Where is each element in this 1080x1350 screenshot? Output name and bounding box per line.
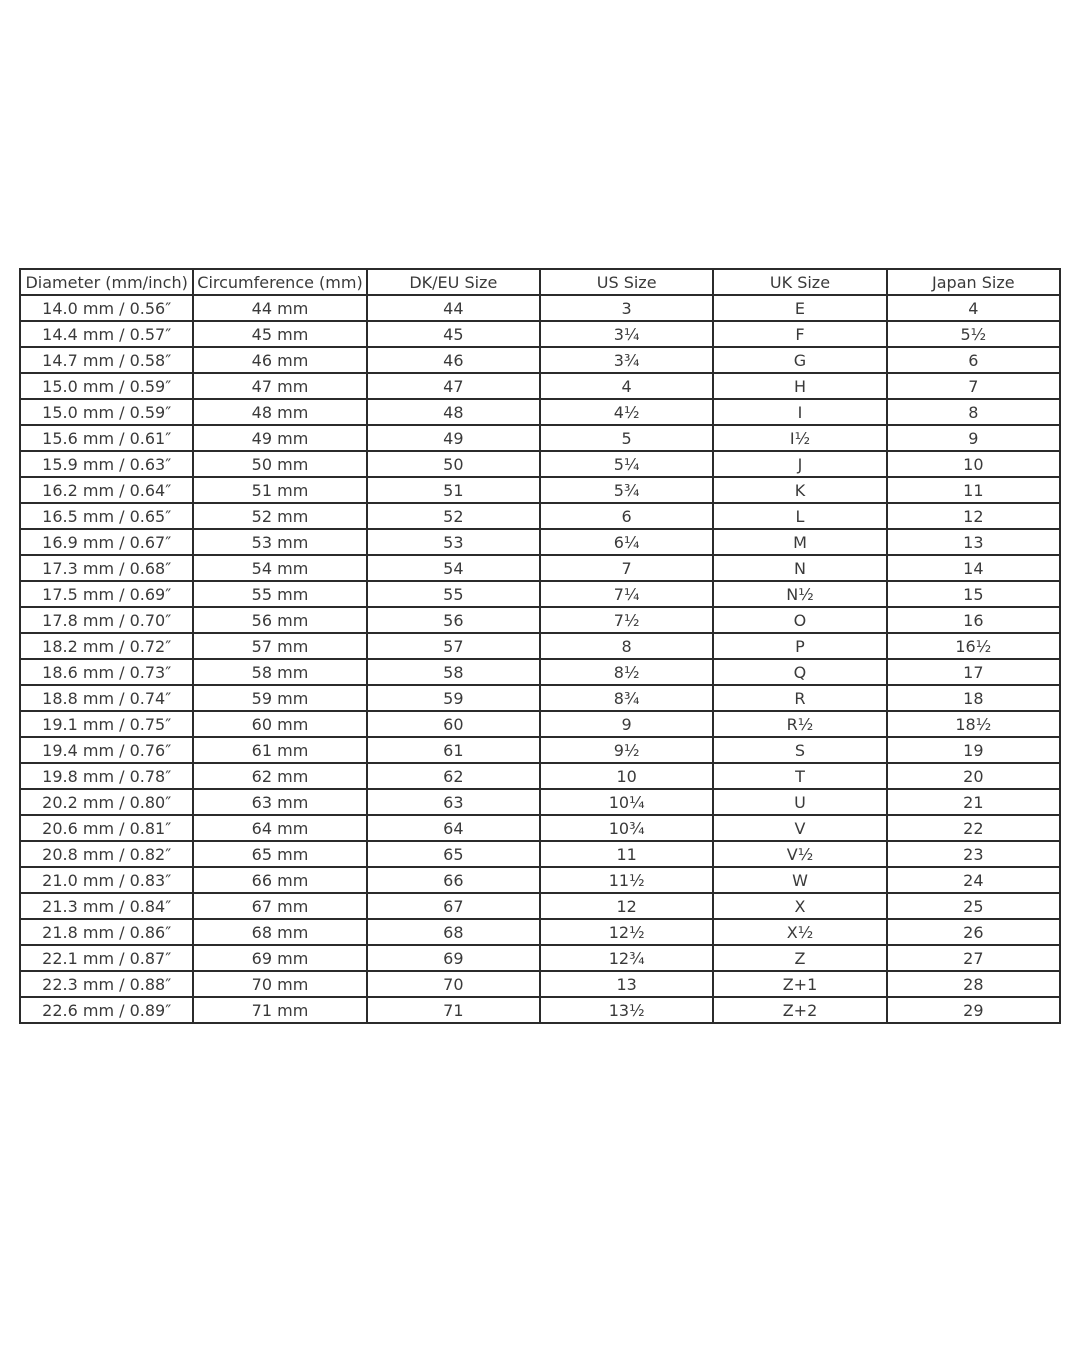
cell-us-size: 5¼ (540, 451, 713, 477)
table-row (20, 867, 1060, 893)
cell-us-size: 10 (540, 763, 713, 789)
cell-uk-size: I (713, 399, 886, 425)
header-diameter: Diameter (mm/inch) (20, 269, 193, 295)
cell-dk-eu-size: 67 (367, 893, 540, 919)
cell-diameter: 15.0 mm / 0.59″ (20, 373, 193, 399)
table-row (20, 919, 1060, 945)
cell-dk-eu-size: 63 (367, 789, 540, 815)
cell-diameter: 22.3 mm / 0.88″ (20, 971, 193, 997)
cell-dk-eu-size: 49 (367, 425, 540, 451)
cell-circumference: 44 mm (193, 295, 366, 321)
cell-circumference: 64 mm (193, 815, 366, 841)
table-row (20, 399, 1060, 425)
cell-japan-size: 26 (887, 919, 1060, 945)
cell-dk-eu-size: 64 (367, 815, 540, 841)
cell-dk-eu-size: 56 (367, 607, 540, 633)
cell-circumference: 52 mm (193, 503, 366, 529)
cell-circumference: 60 mm (193, 711, 366, 737)
cell-circumference: 47 mm (193, 373, 366, 399)
cell-uk-size: W (713, 867, 886, 893)
cell-dk-eu-size: 44 (367, 295, 540, 321)
cell-japan-size: 21 (887, 789, 1060, 815)
cell-dk-eu-size: 47 (367, 373, 540, 399)
table-row (20, 997, 1060, 1023)
cell-dk-eu-size: 46 (367, 347, 540, 373)
cell-uk-size: M (713, 529, 886, 555)
table-row (20, 503, 1060, 529)
cell-us-size: 7½ (540, 607, 713, 633)
cell-circumference: 58 mm (193, 659, 366, 685)
cell-uk-size: E (713, 295, 886, 321)
cell-circumference: 71 mm (193, 997, 366, 1023)
header-dk-eu-size: DK/EU Size (367, 269, 540, 295)
cell-japan-size: 5½ (887, 321, 1060, 347)
cell-us-size: 13 (540, 971, 713, 997)
cell-dk-eu-size: 69 (367, 945, 540, 971)
header-uk-size: UK Size (713, 269, 886, 295)
table-row (20, 763, 1060, 789)
cell-us-size: 8 (540, 633, 713, 659)
cell-japan-size: 9 (887, 425, 1060, 451)
cell-us-size: 4½ (540, 399, 713, 425)
table-row (20, 685, 1060, 711)
cell-uk-size: U (713, 789, 886, 815)
table-row (20, 711, 1060, 737)
cell-circumference: 57 mm (193, 633, 366, 659)
cell-dk-eu-size: 60 (367, 711, 540, 737)
cell-circumference: 70 mm (193, 971, 366, 997)
header-us-size: US Size (540, 269, 713, 295)
cell-uk-size: X (713, 893, 886, 919)
cell-diameter: 15.9 mm / 0.63″ (20, 451, 193, 477)
cell-japan-size: 12 (887, 503, 1060, 529)
cell-uk-size: V (713, 815, 886, 841)
cell-diameter: 14.7 mm / 0.58″ (20, 347, 193, 373)
cell-circumference: 54 mm (193, 555, 366, 581)
cell-uk-size: K (713, 477, 886, 503)
cell-japan-size: 25 (887, 893, 1060, 919)
cell-us-size: 8¾ (540, 685, 713, 711)
cell-dk-eu-size: 53 (367, 529, 540, 555)
cell-japan-size: 8 (887, 399, 1060, 425)
cell-diameter: 17.8 mm / 0.70″ (20, 607, 193, 633)
cell-dk-eu-size: 57 (367, 633, 540, 659)
cell-us-size: 9 (540, 711, 713, 737)
cell-us-size: 3¾ (540, 347, 713, 373)
cell-dk-eu-size: 58 (367, 659, 540, 685)
cell-us-size: 10¾ (540, 815, 713, 841)
cell-us-size: 3 (540, 295, 713, 321)
cell-circumference: 61 mm (193, 737, 366, 763)
cell-diameter: 16.2 mm / 0.64″ (20, 477, 193, 503)
cell-uk-size: F (713, 321, 886, 347)
cell-dk-eu-size: 59 (367, 685, 540, 711)
cell-uk-size: I½ (713, 425, 886, 451)
table-row (20, 607, 1060, 633)
cell-uk-size: P (713, 633, 886, 659)
cell-uk-size: Z (713, 945, 886, 971)
cell-circumference: 49 mm (193, 425, 366, 451)
cell-japan-size: 4 (887, 295, 1060, 321)
cell-japan-size: 23 (887, 841, 1060, 867)
cell-diameter: 22.6 mm / 0.89″ (20, 997, 193, 1023)
cell-us-size: 7 (540, 555, 713, 581)
cell-circumference: 56 mm (193, 607, 366, 633)
cell-us-size: 5 (540, 425, 713, 451)
cell-circumference: 67 mm (193, 893, 366, 919)
table-row (20, 295, 1060, 321)
cell-dk-eu-size: 45 (367, 321, 540, 347)
cell-japan-size: 28 (887, 971, 1060, 997)
table-row (20, 789, 1060, 815)
cell-uk-size: O (713, 607, 886, 633)
header-japan-size: Japan Size (887, 269, 1060, 295)
cell-uk-size: N½ (713, 581, 886, 607)
cell-us-size: 12 (540, 893, 713, 919)
table-row (20, 971, 1060, 997)
table-header (20, 269, 1060, 295)
cell-circumference: 48 mm (193, 399, 366, 425)
cell-circumference: 46 mm (193, 347, 366, 373)
cell-circumference: 53 mm (193, 529, 366, 555)
table-row (20, 841, 1060, 867)
cell-japan-size: 19 (887, 737, 1060, 763)
cell-circumference: 45 mm (193, 321, 366, 347)
cell-us-size: 6 (540, 503, 713, 529)
table-row (20, 633, 1060, 659)
cell-us-size: 5¾ (540, 477, 713, 503)
cell-circumference: 65 mm (193, 841, 366, 867)
cell-japan-size: 11 (887, 477, 1060, 503)
table-body (20, 295, 1060, 1023)
table-row (20, 425, 1060, 451)
table-row (20, 659, 1060, 685)
cell-japan-size: 16½ (887, 633, 1060, 659)
cell-japan-size: 20 (887, 763, 1060, 789)
cell-circumference: 66 mm (193, 867, 366, 893)
cell-uk-size: T (713, 763, 886, 789)
cell-diameter: 14.4 mm / 0.57″ (20, 321, 193, 347)
cell-uk-size: R½ (713, 711, 886, 737)
cell-circumference: 62 mm (193, 763, 366, 789)
table-row (20, 477, 1060, 503)
cell-diameter: 18.2 mm / 0.72″ (20, 633, 193, 659)
cell-uk-size: R (713, 685, 886, 711)
table-row (20, 815, 1060, 841)
table-row (20, 347, 1060, 373)
cell-japan-size: 18½ (887, 711, 1060, 737)
cell-us-size: 3¼ (540, 321, 713, 347)
cell-uk-size: G (713, 347, 886, 373)
cell-diameter: 20.8 mm / 0.82″ (20, 841, 193, 867)
cell-dk-eu-size: 50 (367, 451, 540, 477)
cell-diameter: 14.0 mm / 0.56″ (20, 295, 193, 321)
cell-uk-size: V½ (713, 841, 886, 867)
cell-uk-size: L (713, 503, 886, 529)
cell-dk-eu-size: 52 (367, 503, 540, 529)
cell-diameter: 18.6 mm / 0.73″ (20, 659, 193, 685)
cell-diameter: 19.1 mm / 0.75″ (20, 711, 193, 737)
cell-circumference: 63 mm (193, 789, 366, 815)
cell-diameter: 19.4 mm / 0.76″ (20, 737, 193, 763)
cell-circumference: 68 mm (193, 919, 366, 945)
table-row (20, 373, 1060, 399)
cell-diameter: 17.3 mm / 0.68″ (20, 555, 193, 581)
cell-japan-size: 17 (887, 659, 1060, 685)
cell-circumference: 51 mm (193, 477, 366, 503)
cell-diameter: 16.9 mm / 0.67″ (20, 529, 193, 555)
cell-japan-size: 22 (887, 815, 1060, 841)
table-row (20, 737, 1060, 763)
cell-diameter: 21.0 mm / 0.83″ (20, 867, 193, 893)
table-row (20, 581, 1060, 607)
cell-circumference: 69 mm (193, 945, 366, 971)
cell-japan-size: 13 (887, 529, 1060, 555)
cell-japan-size: 10 (887, 451, 1060, 477)
cell-japan-size: 6 (887, 347, 1060, 373)
cell-japan-size: 18 (887, 685, 1060, 711)
cell-us-size: 11½ (540, 867, 713, 893)
cell-japan-size: 16 (887, 607, 1060, 633)
header-circumference: Circumference (mm) (193, 269, 366, 295)
cell-japan-size: 15 (887, 581, 1060, 607)
cell-diameter: 20.2 mm / 0.80″ (20, 789, 193, 815)
cell-us-size: 11 (540, 841, 713, 867)
cell-diameter: 21.3 mm / 0.84″ (20, 893, 193, 919)
cell-dk-eu-size: 68 (367, 919, 540, 945)
cell-uk-size: X½ (713, 919, 886, 945)
cell-us-size: 13½ (540, 997, 713, 1023)
table-row (20, 555, 1060, 581)
cell-us-size: 10¼ (540, 789, 713, 815)
cell-japan-size: 29 (887, 997, 1060, 1023)
cell-uk-size: Q (713, 659, 886, 685)
cell-diameter: 20.6 mm / 0.81″ (20, 815, 193, 841)
cell-us-size: 7¼ (540, 581, 713, 607)
cell-uk-size: S (713, 737, 886, 763)
cell-circumference: 59 mm (193, 685, 366, 711)
cell-us-size: 9½ (540, 737, 713, 763)
cell-us-size: 6¼ (540, 529, 713, 555)
cell-diameter: 19.8 mm / 0.78″ (20, 763, 193, 789)
cell-uk-size: Z+2 (713, 997, 886, 1023)
cell-dk-eu-size: 65 (367, 841, 540, 867)
cell-us-size: 12¾ (540, 945, 713, 971)
cell-us-size: 4 (540, 373, 713, 399)
cell-dk-eu-size: 55 (367, 581, 540, 607)
cell-japan-size: 24 (887, 867, 1060, 893)
table-row (20, 451, 1060, 477)
cell-japan-size: 14 (887, 555, 1060, 581)
cell-us-size: 8½ (540, 659, 713, 685)
cell-uk-size: J (713, 451, 886, 477)
cell-diameter: 15.0 mm / 0.59″ (20, 399, 193, 425)
table-row (20, 321, 1060, 347)
cell-dk-eu-size: 48 (367, 399, 540, 425)
cell-uk-size: H (713, 373, 886, 399)
cell-diameter: 22.1 mm / 0.87″ (20, 945, 193, 971)
ring-size-table (19, 268, 1061, 1024)
cell-us-size: 12½ (540, 919, 713, 945)
cell-diameter: 17.5 mm / 0.69″ (20, 581, 193, 607)
cell-japan-size: 27 (887, 945, 1060, 971)
cell-dk-eu-size: 51 (367, 477, 540, 503)
cell-dk-eu-size: 71 (367, 997, 540, 1023)
cell-diameter: 15.6 mm / 0.61″ (20, 425, 193, 451)
table-row (20, 893, 1060, 919)
cell-dk-eu-size: 66 (367, 867, 540, 893)
cell-dk-eu-size: 54 (367, 555, 540, 581)
cell-dk-eu-size: 61 (367, 737, 540, 763)
cell-dk-eu-size: 70 (367, 971, 540, 997)
header-row (20, 269, 1060, 295)
cell-diameter: 21.8 mm / 0.86″ (20, 919, 193, 945)
cell-circumference: 55 mm (193, 581, 366, 607)
cell-dk-eu-size: 62 (367, 763, 540, 789)
cell-diameter: 16.5 mm / 0.65″ (20, 503, 193, 529)
cell-japan-size: 7 (887, 373, 1060, 399)
cell-uk-size: Z+1 (713, 971, 886, 997)
cell-uk-size: N (713, 555, 886, 581)
table-row (20, 945, 1060, 971)
table-row (20, 529, 1060, 555)
cell-circumference: 50 mm (193, 451, 366, 477)
cell-diameter: 18.8 mm / 0.74″ (20, 685, 193, 711)
